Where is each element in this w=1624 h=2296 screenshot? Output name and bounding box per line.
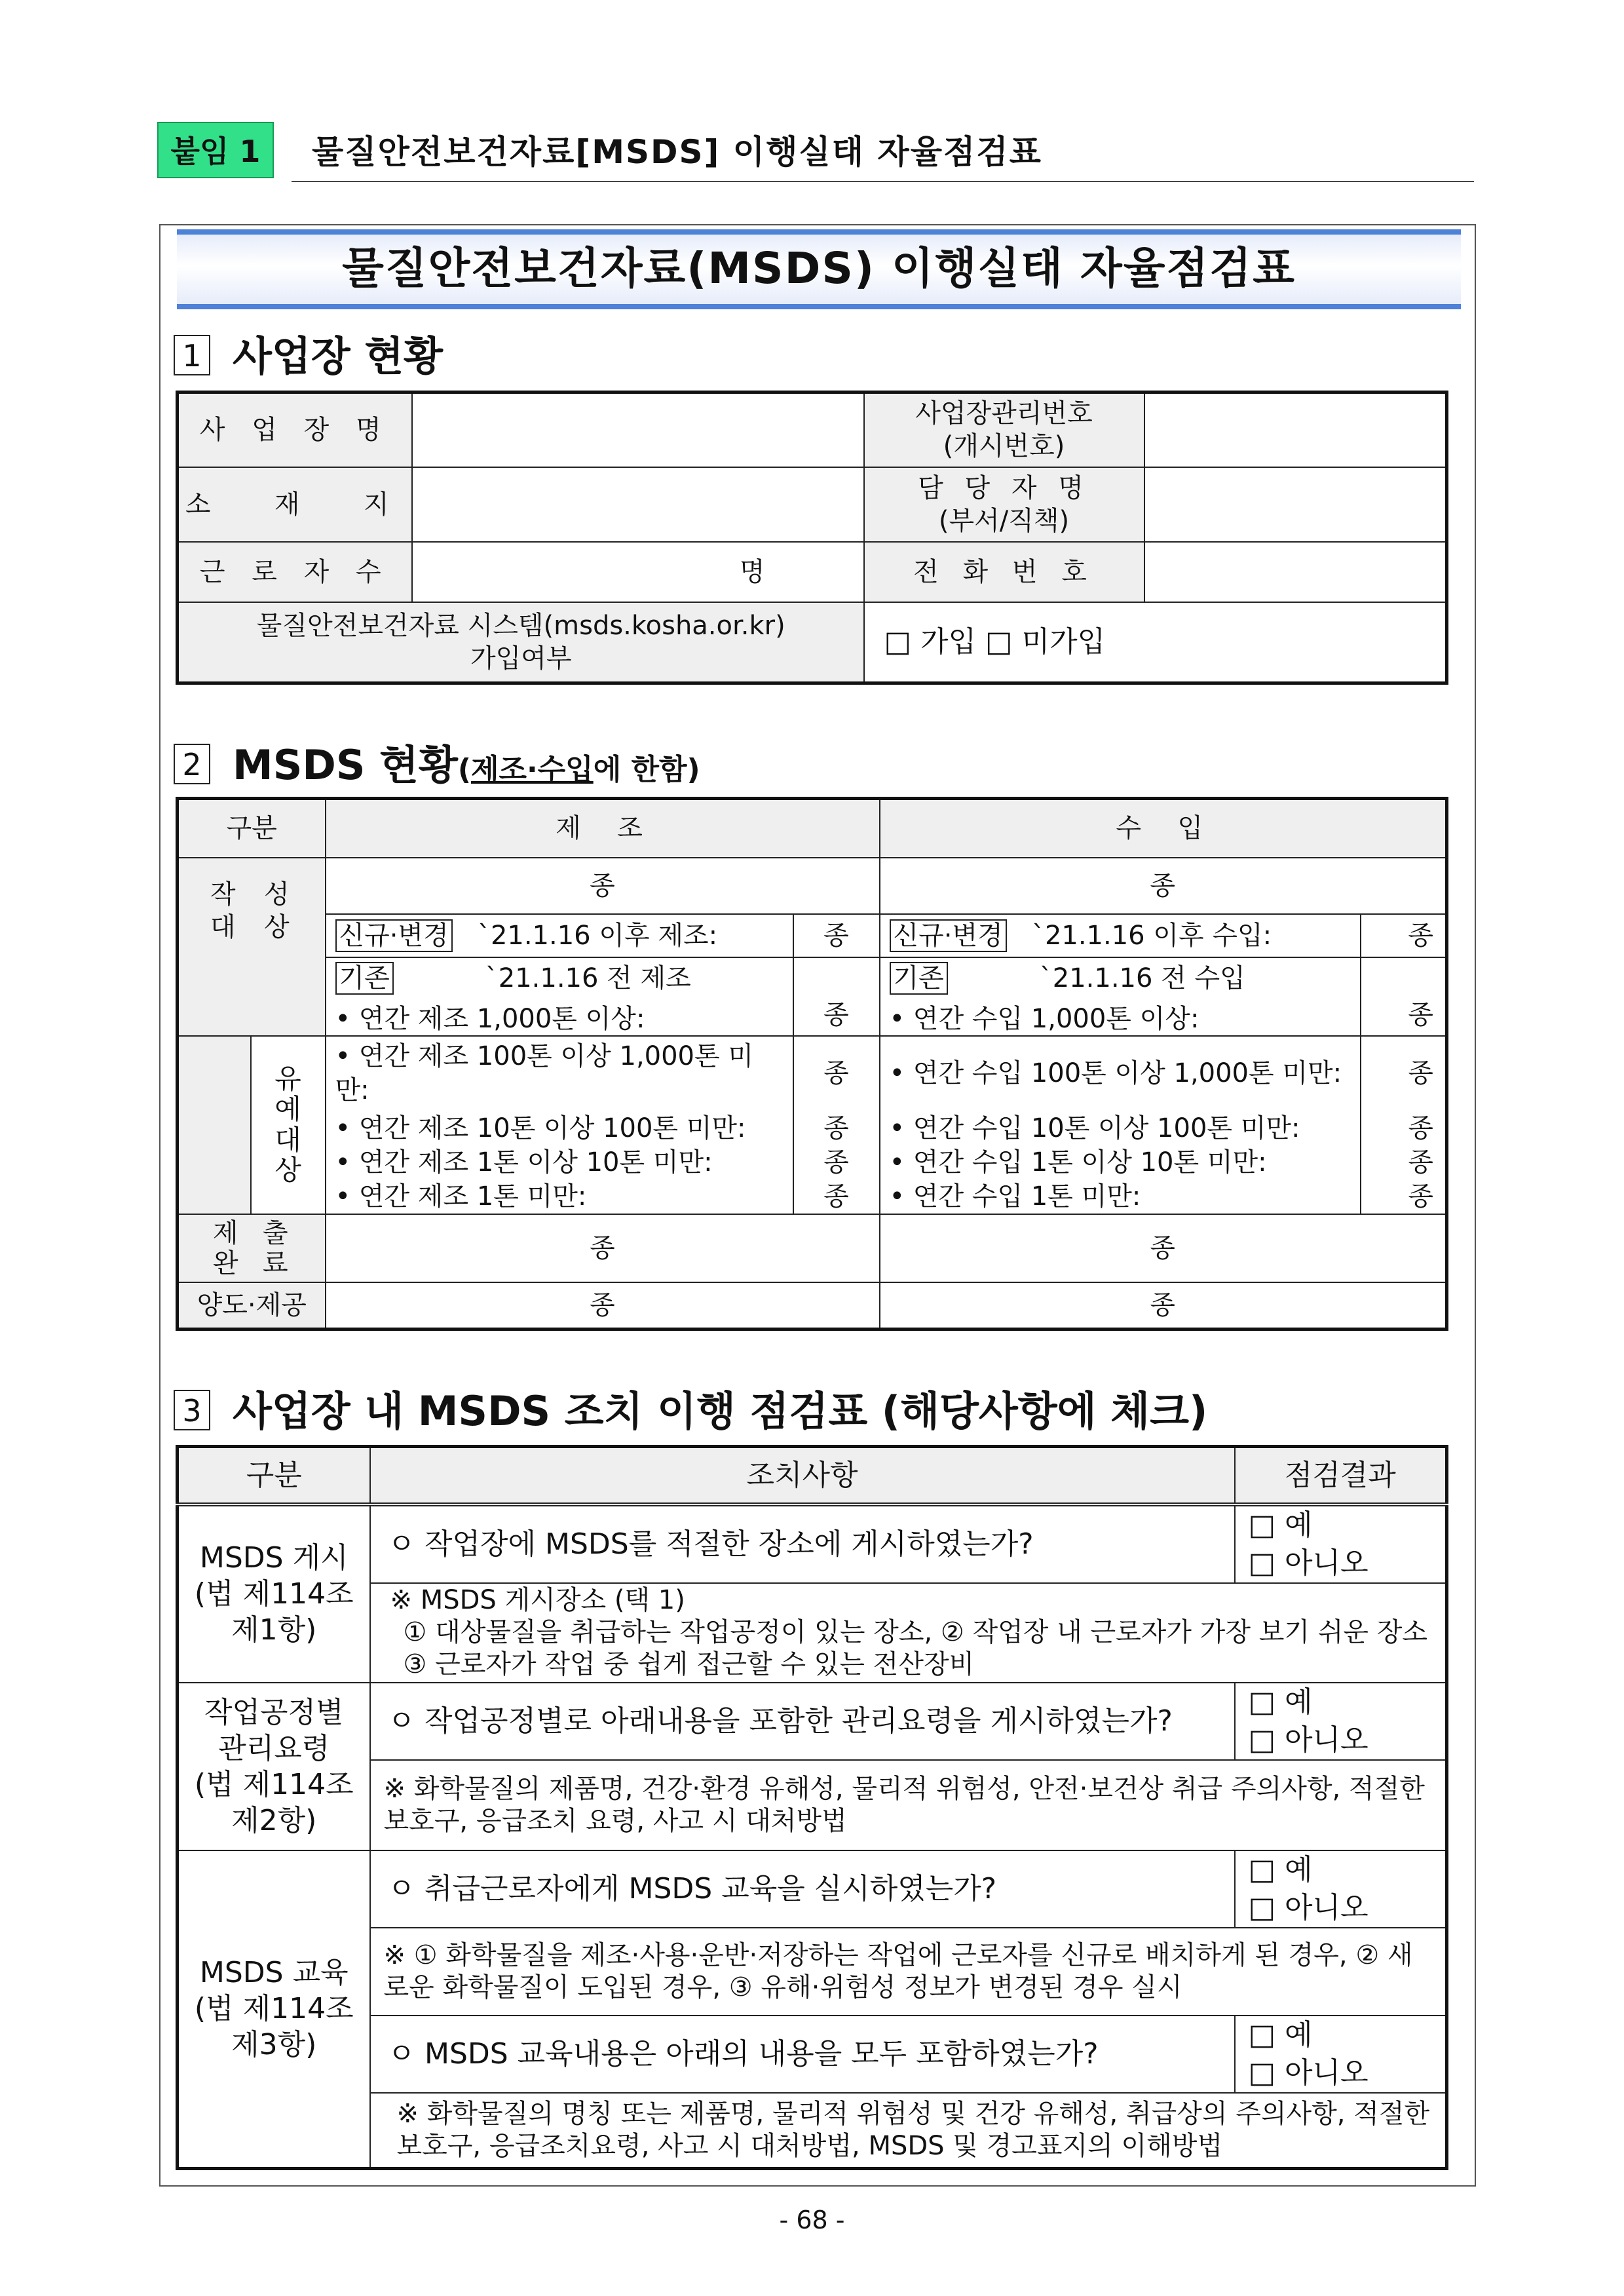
make-new-unit: 종 [793,914,880,957]
msds-checklist-table [176,1445,1448,2170]
note-education-content: ※ 화학물질의 명칭 또는 제품명, 물리적 위험성 및 건강 유해성, 취급상의 주의사항, 적절한 보호구, 응급조치요령, 사고 시 대처방법, MSDS 및 경고표지의 이해방법 [370,2093,1447,2169]
section-3-heading [174,1379,1207,1437]
section-number: 2 [174,744,210,784]
location-label: 소 재 지 [178,467,412,542]
import-exempt-units: 종 종 종 종 [1361,1036,1447,1214]
cat-posting: MSDS 게시 (법 제114조 제1항) [178,1504,370,1683]
page-header [157,122,1474,183]
row-transfer-label: 양도·제공 [178,1282,326,1330]
import-submit-value: 종 [880,1214,1447,1282]
import-target-total: 종 [880,858,1447,914]
header-rule [292,181,1474,182]
section-1-heading [174,324,443,382]
section-title: 사업장 내 MSDS 조치 이행 점검표 (해당사항에 체크) [233,1387,1208,1435]
workers-field[interactable]: 명 [412,542,864,602]
result-process-guide[interactable]: □ 예 □ 아니오 [1235,1683,1447,1760]
msds-status-table [176,797,1448,1331]
col-result: 점검결과 [1235,1447,1447,1504]
import-new-label: 신규·변경 `21.1.16 이후 수입: [880,914,1361,957]
question-process-guide: ㅇ 작업공정별로 아래내용을 포함한 관리요령을 게시하였는가? [370,1683,1235,1760]
import-transfer-value: 종 [880,1282,1447,1330]
section-title: MSDS 현황 [233,741,458,789]
section-title: 사업장 현황 [233,332,444,380]
col-category: 구분 [178,1447,370,1504]
manager-label: 담 당 자 명 (부서/직책) [864,467,1144,542]
site-name-label: 사 업 장 명 [178,392,412,467]
phone-field[interactable] [1144,542,1447,602]
mgmt-no-label: 사업장관리번호 (개시번호) [864,392,1144,467]
system-join-label: 물질안전보건자료 시스템(msds.kosha.or.kr) 가입여부 [178,602,864,683]
section-number: 1 [174,335,210,375]
manager-field[interactable] [1144,467,1447,542]
import-1000-unit: 종 [1361,957,1447,1036]
header-title: 물질안전보건자료[MSDS] 이행실태 자율점검표 [312,133,1042,171]
row-exempt-label: 유 예 대 상 [251,1036,326,1214]
phone-label: 전 화 번 호 [864,542,1144,602]
system-join-options[interactable]: □ 가입 □ 미가입 [864,602,1447,683]
mgmt-no-field[interactable] [1144,392,1447,467]
banner-title: 물질안전보건자료(MSDS) 이행실태 자율점검표 [177,229,1461,309]
make-target-total: 종 [326,858,880,914]
note-education: ※ ① 화학물질을 제조·사용·운반·저장하는 작업에 근로자를 신규로 배치하게 된 경우, ② 새로운 화학물질이 도입된 경우, ③ 유해·위험성 정보가 변경된 경우 실시 [370,1928,1447,2016]
result-posting[interactable]: □ 예 □ 아니오 [1235,1504,1447,1583]
site-name-field[interactable] [412,392,864,467]
attachment-tag: 붙임 1 [157,122,274,178]
import-exempt-list: • 연간 수입 100톤 이상 1,000톤 미만: • 연간 수입 10톤 이상 100톤 미만: • 연간 수입 1톤 이상 10톤 미만: • 연간 수입 1톤 미만: [880,1036,1361,1214]
make-submit-value: 종 [326,1214,880,1282]
import-old-block: 기존 `21.1.16 전 수입 • 연간 수입 1,000톤 이상: [880,957,1361,1036]
make-exempt-units: 종 종 종 종 [793,1036,880,1214]
col-action: 조치사항 [370,1447,1235,1504]
cat-education: MSDS 교육 (법 제114조 제3항) [178,1850,370,2169]
make-1000-unit: 종 [793,957,880,1036]
question-education-content: ㅇ MSDS 교육내용은 아래의 내용을 모두 포함하였는가? [370,2016,1235,2093]
make-transfer-value: 종 [326,1282,880,1330]
workers-label: 근 로 자 수 [178,542,412,602]
make-new-label: 신규·변경 `21.1.16 이후 제조: [326,914,793,957]
make-old-block: 기존 `21.1.16 전 제조 • 연간 제조 1,000톤 이상: [326,957,793,1036]
row-target-spacer [178,1036,251,1214]
make-exempt-list: • 연간 제조 100톤 이상 1,000톤 미만: • 연간 제조 10톤 이상 100톤 미만: • 연간 제조 1톤 이상 10톤 미만: • 연간 제조 1톤 미만: [326,1036,793,1214]
section-number: 3 [174,1390,210,1430]
question-posting: ㅇ 작업장에 MSDS를 적절한 장소에 게시하였는가? [370,1504,1235,1583]
note-process-guide: ※ 화학물질의 제품명, 건강·환경 유해성, 물리적 위험성, 안전·보건상 취급 주의사항, 적절한 보호구, 응급조치 요령, 사고 시 대처방법 [370,1760,1447,1850]
col-manufacture: 제 조 [326,799,880,858]
result-education-content[interactable]: □ 예 □ 아니오 [1235,2016,1447,2093]
section-2-heading [174,733,700,791]
row-submit-label: 제 출 완 료 [178,1214,326,1282]
col-category: 구분 [178,799,326,858]
col-import: 수 입 [880,799,1447,858]
import-new-unit: 종 [1361,914,1447,957]
section-subtitle: (제조·수입에 한함) [457,753,700,786]
cat-process-guide: 작업공정별 관리요령 (법 제114조 제2항) [178,1683,370,1850]
site-info-table [176,391,1448,685]
note-posting: ※ MSDS 게시장소 (택 1) ① 대상물질을 취급하는 작업공정이 있는 장소, ② 작업장 내 근로자가 가장 보기 쉬운 장소 ③ 근로자가 작업 중 쉽게 접근할 수 있는 전산장비 [370,1583,1447,1683]
location-field[interactable] [412,467,864,542]
row-target-label: 작 성 대 상 [178,858,326,1036]
page-number: - 68 - [779,2206,845,2234]
result-education[interactable]: □ 예 □ 아니오 [1235,1850,1447,1928]
question-education: ㅇ 취급근로자에게 MSDS 교육을 실시하였는가? [370,1850,1235,1928]
